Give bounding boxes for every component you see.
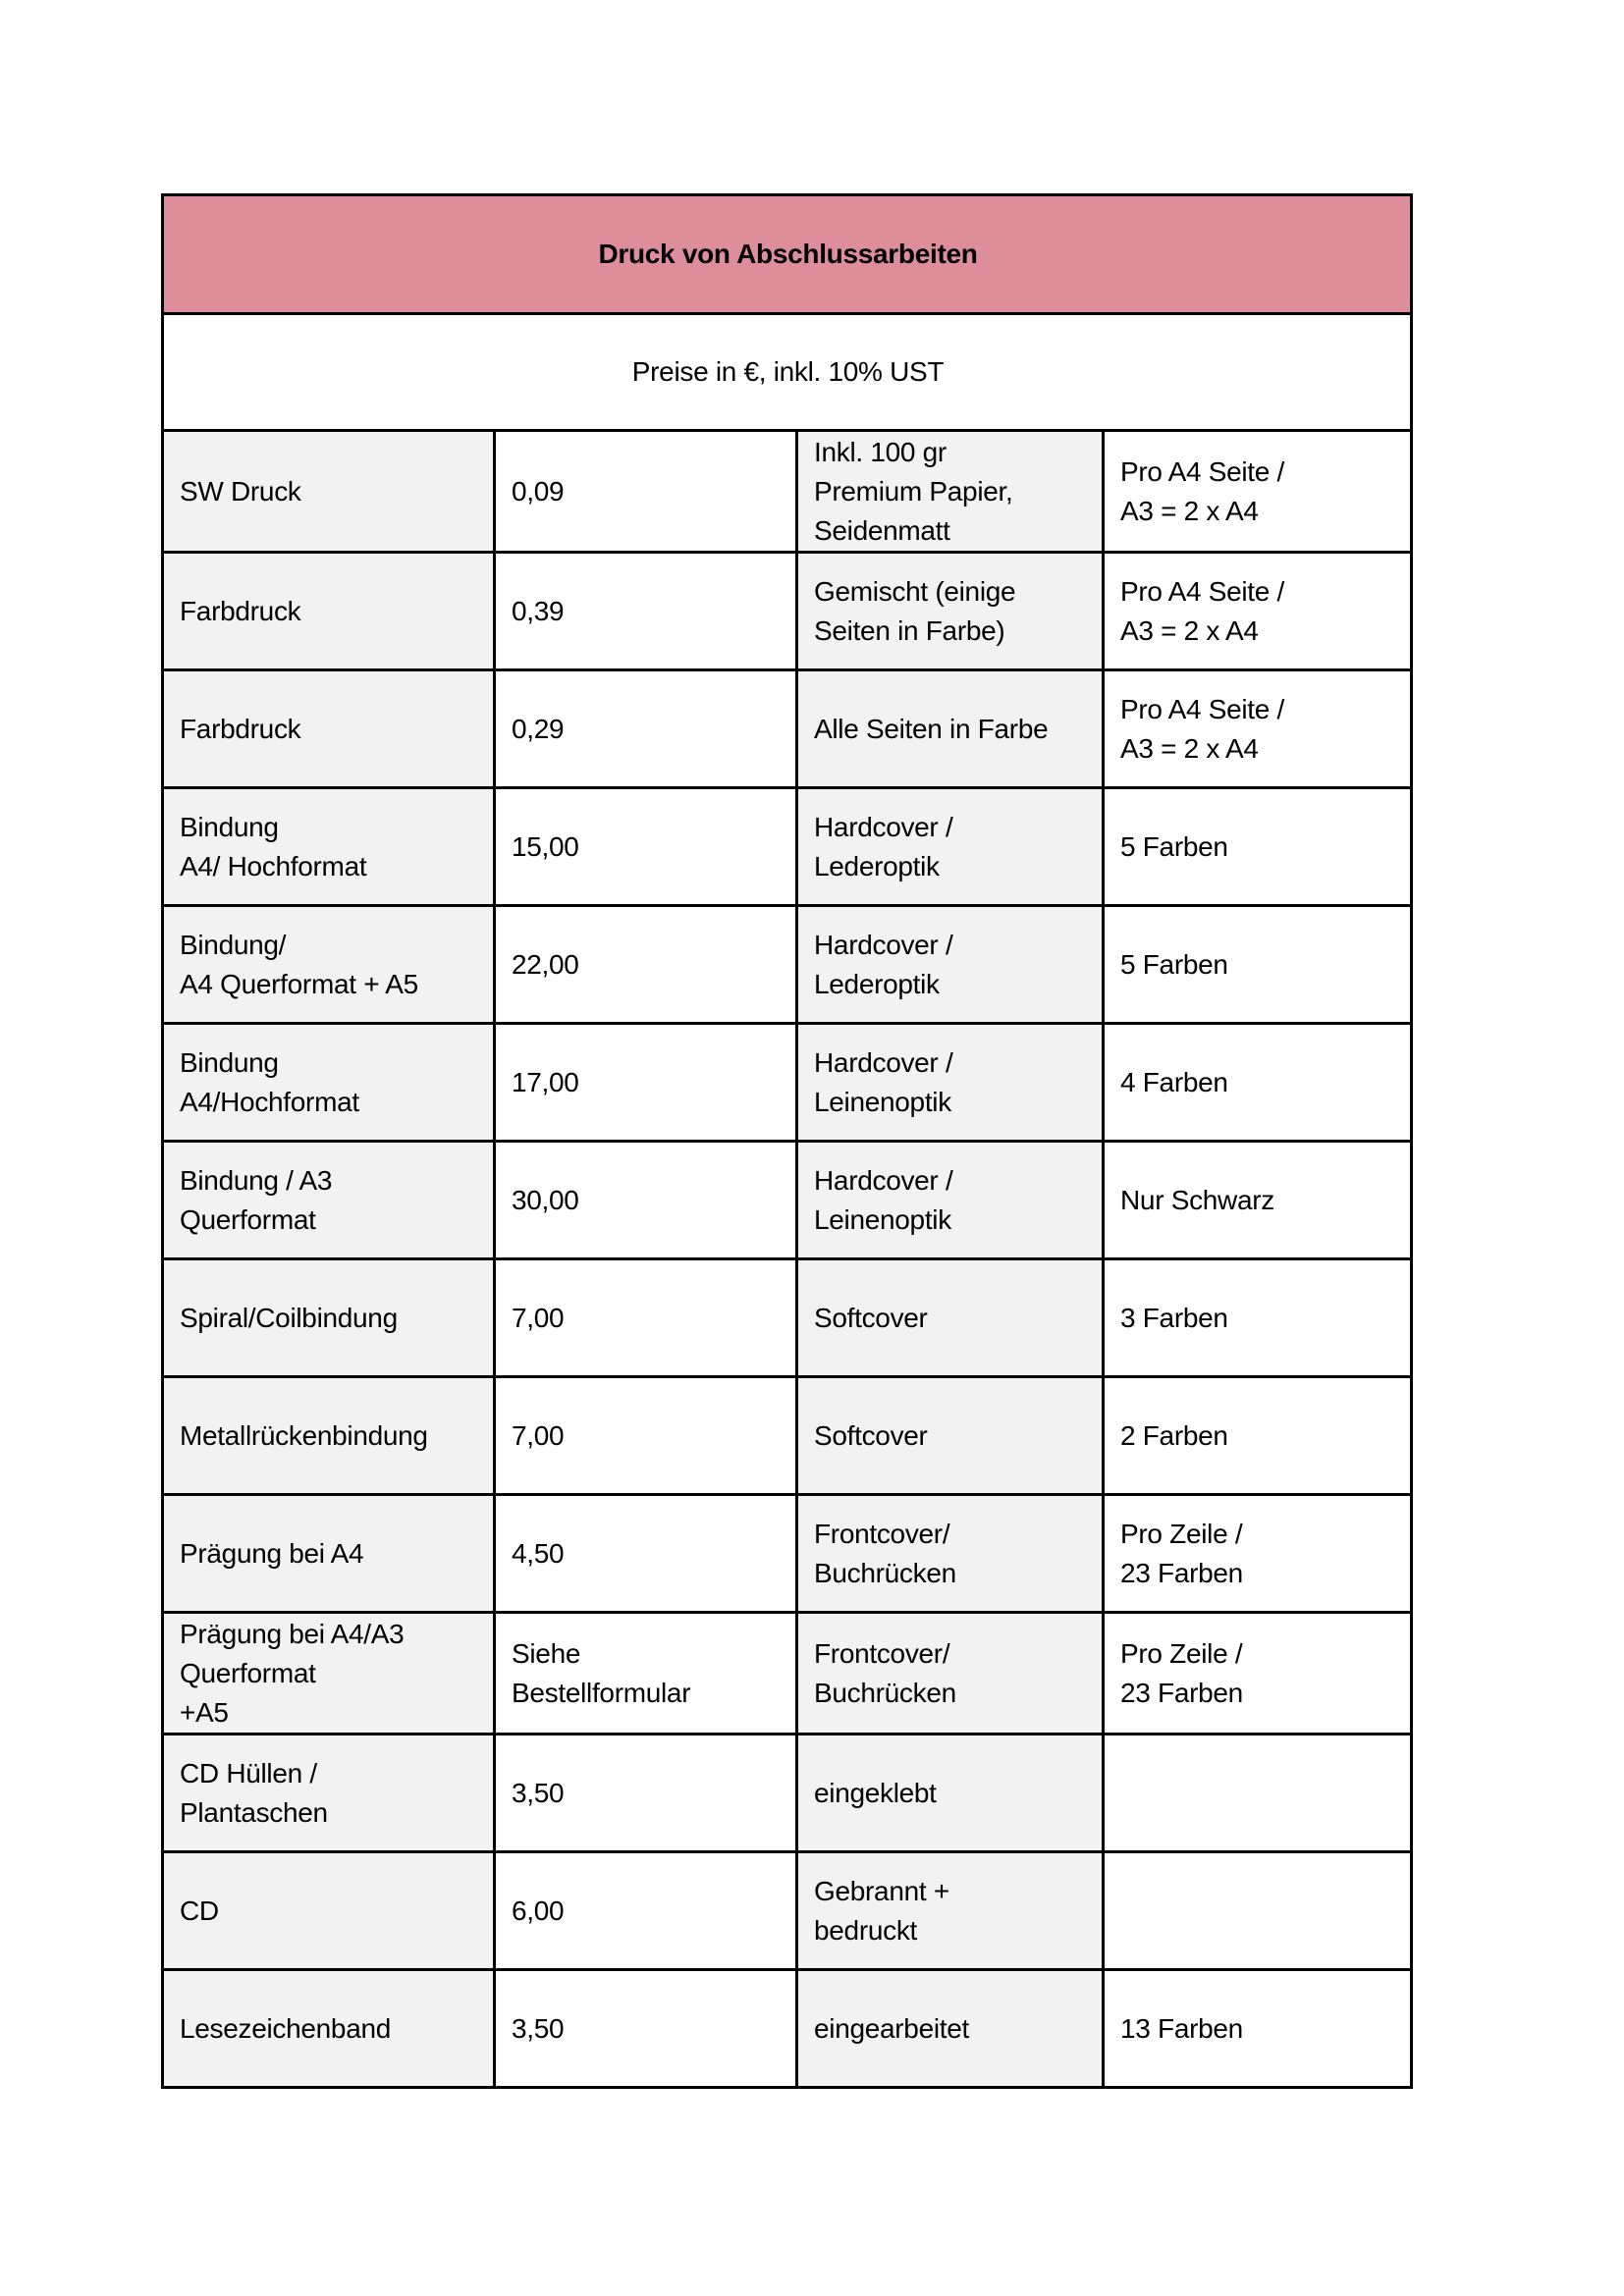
table-row [163, 1142, 1412, 1259]
item-cell: Prägung bei A4 [163, 1495, 495, 1613]
item-cell: SW Druck [163, 431, 495, 553]
item-cell: CD Hüllen / Plantaschen [163, 1735, 495, 1852]
item-cell: CD [163, 1852, 495, 1970]
price-cell: 17,00 [495, 1024, 797, 1142]
item-cell: Bindung/ A4 Querformat + A5 [163, 906, 495, 1024]
table-row [163, 553, 1412, 670]
note-cell: Pro A4 Seite / A3 = 2 x A4 [1104, 553, 1412, 670]
price-table [161, 193, 1413, 2089]
price-cell: 3,50 [495, 1970, 797, 2088]
document-title: Druck von Abschlussarbeiten [163, 195, 1412, 314]
price-cell: Siehe Bestellformular [495, 1613, 797, 1735]
note-cell: 5 Farben [1104, 788, 1412, 906]
table-row [163, 1024, 1412, 1142]
price-cell: 4,50 [495, 1495, 797, 1613]
price-note-subtitle: Preise in €, inkl. 10% UST [163, 314, 1412, 431]
price-cell: 0,09 [495, 431, 797, 553]
item-cell: Bindung / A3 Querformat [163, 1142, 495, 1259]
price-cell: 7,00 [495, 1377, 797, 1495]
table-row [163, 1259, 1412, 1377]
note-cell: Pro Zeile / 23 Farben [1104, 1613, 1412, 1735]
table-row [163, 1613, 1412, 1735]
description-cell: Hardcover / Leinenoptik [797, 1142, 1104, 1259]
note-cell [1104, 1852, 1412, 1970]
table-row [163, 431, 1412, 553]
item-cell: Farbdruck [163, 553, 495, 670]
description-cell: Gemischt (einige Seiten in Farbe) [797, 553, 1104, 670]
description-cell: Alle Seiten in Farbe [797, 670, 1104, 788]
note-cell: Pro Zeile / 23 Farben [1104, 1495, 1412, 1613]
table-row [163, 1735, 1412, 1852]
table-row [163, 1852, 1412, 1970]
price-cell: 7,00 [495, 1259, 797, 1377]
price-cell: 22,00 [495, 906, 797, 1024]
title-row [163, 195, 1412, 314]
note-cell: 5 Farben [1104, 906, 1412, 1024]
price-cell: 3,50 [495, 1735, 797, 1852]
description-cell: Hardcover / Lederoptik [797, 788, 1104, 906]
note-cell: Pro A4 Seite / A3 = 2 x A4 [1104, 431, 1412, 553]
item-cell: Prägung bei A4/A3 Querformat +A5 [163, 1613, 495, 1735]
price-cell: 6,00 [495, 1852, 797, 1970]
description-cell: Softcover [797, 1377, 1104, 1495]
item-cell: Farbdruck [163, 670, 495, 788]
note-cell: 3 Farben [1104, 1259, 1412, 1377]
description-cell: Frontcover/ Buchrücken [797, 1495, 1104, 1613]
note-cell: 2 Farben [1104, 1377, 1412, 1495]
table-row [163, 906, 1412, 1024]
description-cell: Frontcover/ Buchrücken [797, 1613, 1104, 1735]
item-cell: Spiral/Coilbindung [163, 1259, 495, 1377]
note-cell: 13 Farben [1104, 1970, 1412, 2088]
item-cell: Bindung A4/Hochformat [163, 1024, 495, 1142]
table-row [163, 1970, 1412, 2088]
table-row [163, 1377, 1412, 1495]
table-row [163, 1495, 1412, 1613]
item-cell: Metallrückenbindung [163, 1377, 495, 1495]
note-cell: Pro A4 Seite / A3 = 2 x A4 [1104, 670, 1412, 788]
table-row [163, 788, 1412, 906]
price-cell: 0,39 [495, 553, 797, 670]
description-cell: Inkl. 100 gr Premium Papier, Seidenmatt [797, 431, 1104, 553]
item-cell: Lesezeichenband [163, 1970, 495, 2088]
subtitle-row [163, 314, 1412, 431]
item-cell: Bindung A4/ Hochformat [163, 788, 495, 906]
description-cell: Hardcover / Lederoptik [797, 906, 1104, 1024]
price-cell: 30,00 [495, 1142, 797, 1259]
description-cell: eingearbeitet [797, 1970, 1104, 2088]
description-cell: eingeklebt [797, 1735, 1104, 1852]
price-cell: 0,29 [495, 670, 797, 788]
price-cell: 15,00 [495, 788, 797, 906]
note-cell [1104, 1735, 1412, 1852]
table-row [163, 670, 1412, 788]
note-cell: 4 Farben [1104, 1024, 1412, 1142]
description-cell: Softcover [797, 1259, 1104, 1377]
description-cell: Gebrannt + bedruckt [797, 1852, 1104, 1970]
description-cell: Hardcover / Leinenoptik [797, 1024, 1104, 1142]
note-cell: Nur Schwarz [1104, 1142, 1412, 1259]
